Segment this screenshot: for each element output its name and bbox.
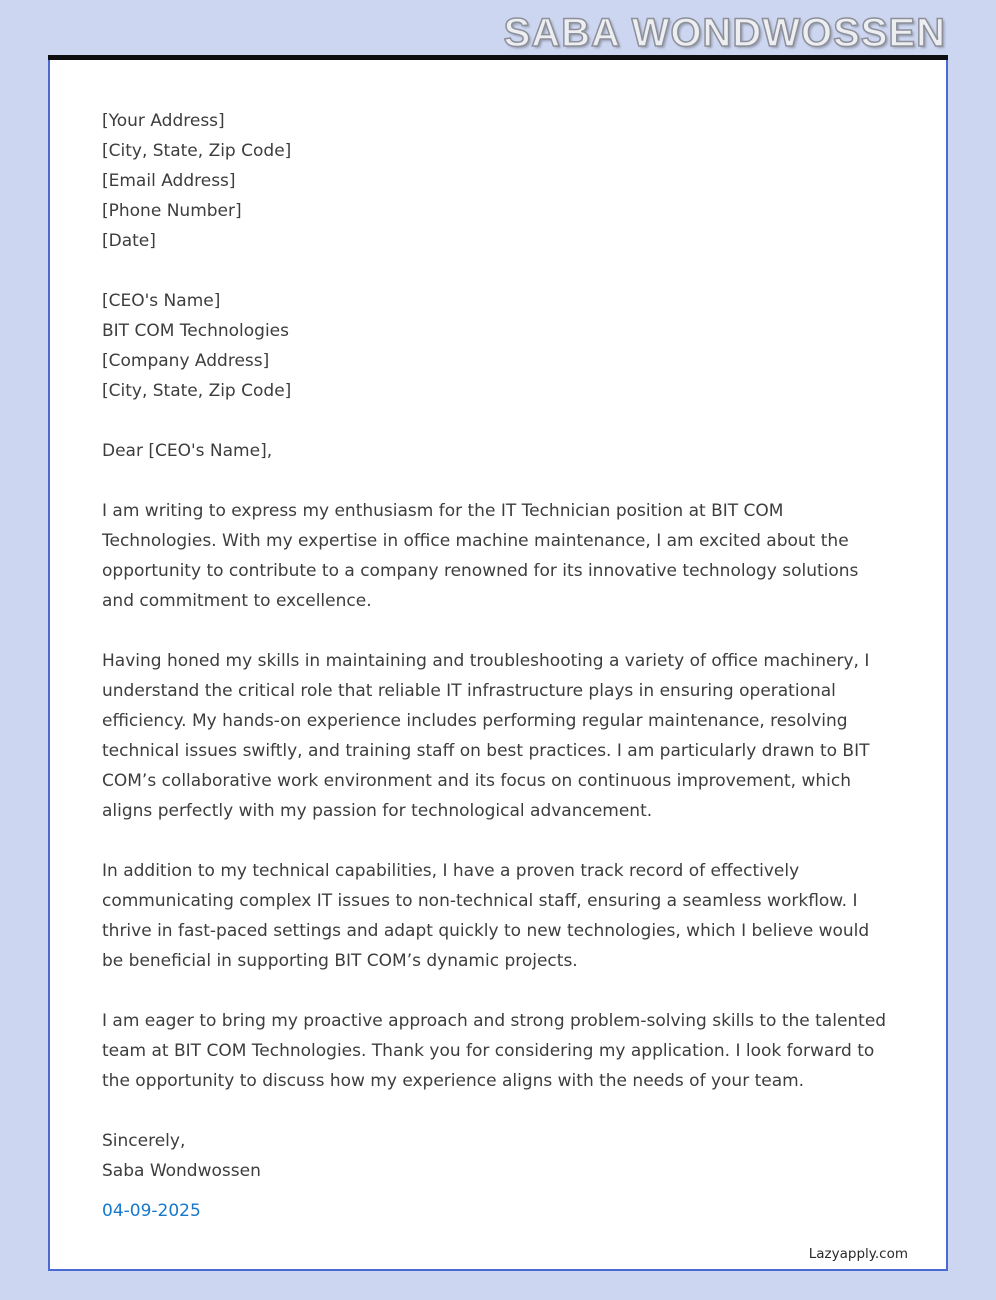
- sender-date-line: [Date]: [102, 231, 156, 251]
- letter-paragraph-1: I am writing to express my enthusiasm for the IT Technician position at BIT COM Technologies. With my expertise in office machine maintenance, I am excited about the opportunity to contribute to a company renowned for its innovative technology solutions and commitment to excellence.: [102, 501, 859, 611]
- letter-paragraph-4: I am eager to bring my proactive approach and strong problem-solving skills to the talented team at BIT COM Technologies. Thank you for considering my application. I look forward to the opportunity to discuss how my experience aligns with the needs of your team.: [102, 1011, 887, 1091]
- sender-phone-line: [Phone Number]: [102, 201, 242, 221]
- sender-address-line: [Your Address]: [102, 111, 225, 131]
- recipient-city-line: [City, State, Zip Code]: [102, 381, 292, 401]
- sender-city-line: [City, State, Zip Code]: [102, 141, 292, 161]
- letter-body: [50, 60, 946, 1226]
- letter-page: [48, 60, 948, 1271]
- sender-email-line: [Email Address]: [102, 171, 236, 191]
- recipient-block: [102, 286, 890, 406]
- letter-paragraph-3: In addition to my technical capabilities, I have a proven track record of effectively communicating complex IT issues to non-technical staff, ensuring a seamless workflow. I thrive in fast-paced settings and adapt quickly to new technologies, which I believe would be beneficial in supporting BIT COM’s dynamic projects.: [102, 861, 870, 971]
- signature-name: Saba Wondwossen: [102, 1161, 261, 1181]
- sender-block: [102, 106, 890, 256]
- recipient-name-line: [CEO's Name]: [102, 291, 221, 311]
- header: [0, 0, 996, 55]
- signature-block: [102, 1126, 890, 1186]
- closing: Sincerely,: [102, 1131, 186, 1151]
- lazyapply-link[interactable]: Lazyapply.com: [808, 1246, 908, 1262]
- recipient-company-line: BIT COM Technologies: [102, 321, 289, 341]
- salutation: Dear [CEO's Name],: [102, 441, 273, 461]
- salutation-block: [102, 436, 890, 466]
- recipient-address-line: [Company Address]: [102, 351, 270, 371]
- header-name: SABA WONDWOSSEN: [503, 11, 946, 55]
- date-link[interactable]: 04-09-2025: [102, 1201, 201, 1221]
- letter-paragraph-2: Having honed my skills in maintaining and troubleshooting a variety of office machinery, I understand the critical role that reliable IT infrastructure plays in ensuring operational efficiency. My hands-on experience includes performing regular maintenance, resolving technical issues swiftly, and training staff on best practices. I am particularly drawn to BIT COM’s collaborative work environment and its focus on continuous improvement, which aligns perfectly with my passion for technological advancement.: [102, 651, 870, 821]
